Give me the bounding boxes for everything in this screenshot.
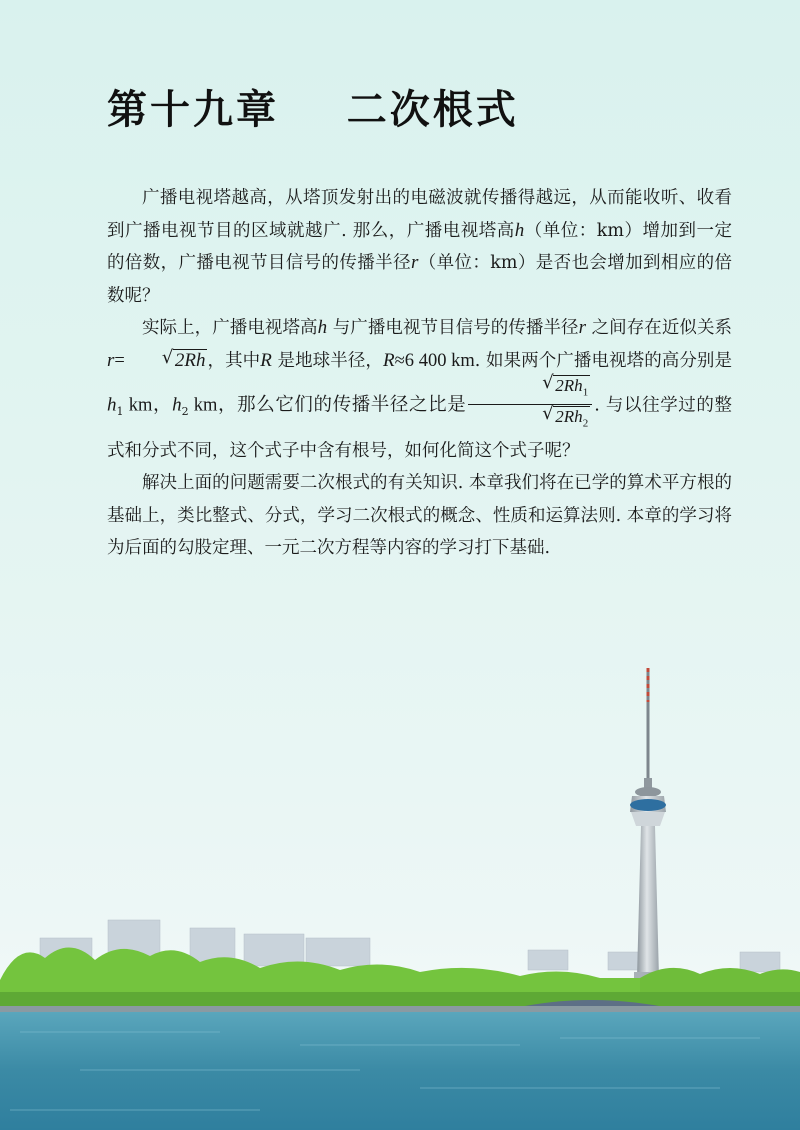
chapter-number: 第十九章 xyxy=(107,87,279,133)
paragraph-2: 实际上，广播电视塔高h 与广播电视节目信号的传播半径r 之间存在近似关系 r= √ 2Rh ，其中R 是地球半径，R≈6 400 km. 如果两个广播电视塔的高分别是$h_1$ km，$h_2$ km，那么它们的传播半径之比是 √ $2Rh_1$ √ $2Rh_2$ . 与以往学过的整式和分式不同，这个式子中含有根号，如何化简这个式子呢？ xyxy=(107,317,733,461)
lakeside-trees xyxy=(0,947,800,1010)
paragraph-1: 广播电视塔越高，从塔顶发射出的电磁波就传播得越远，从而能收听、收看到广播电视节目的区域就越广. 那么，广播电视塔高h（单位：km）增加到一定的倍数，广播电视节目信号的传播半径r（单位：km）是否也会增加到相应的倍数呢？ xyxy=(107,188,733,306)
var-r: r xyxy=(578,317,586,338)
var-r: r xyxy=(410,252,419,273)
radical-sign: √ xyxy=(161,346,174,368)
var-R: R xyxy=(260,349,272,371)
sqrt-formula: √ 2Rh xyxy=(127,345,208,378)
formula-lhs: r xyxy=(107,349,115,371)
tv-tower xyxy=(630,668,666,980)
var-h: h xyxy=(317,317,328,338)
earth-radius-value: ≈6 400 km xyxy=(394,350,475,371)
chapter-heading xyxy=(107,78,519,135)
var-h: h xyxy=(514,219,525,241)
chapter-intro xyxy=(107,182,732,565)
lake-water xyxy=(0,1012,800,1130)
radius-ratio-fraction: √ $2Rh_1$ √ $2Rh_2$ xyxy=(468,376,592,434)
chapter-title: 二次根式 xyxy=(346,87,519,133)
tv-tower-lake-illustration xyxy=(0,640,800,1130)
paragraph-3: 解决上面的问题需要二次根式的有关知识. 本章我们将在已学的算术平方根的基础上，类比整式、分式，学习二次根式的概念、性质和运算法则. 本章的学习将为后面的勾股定理、一元二次方程等内容的学习打下基础. xyxy=(107,473,732,559)
